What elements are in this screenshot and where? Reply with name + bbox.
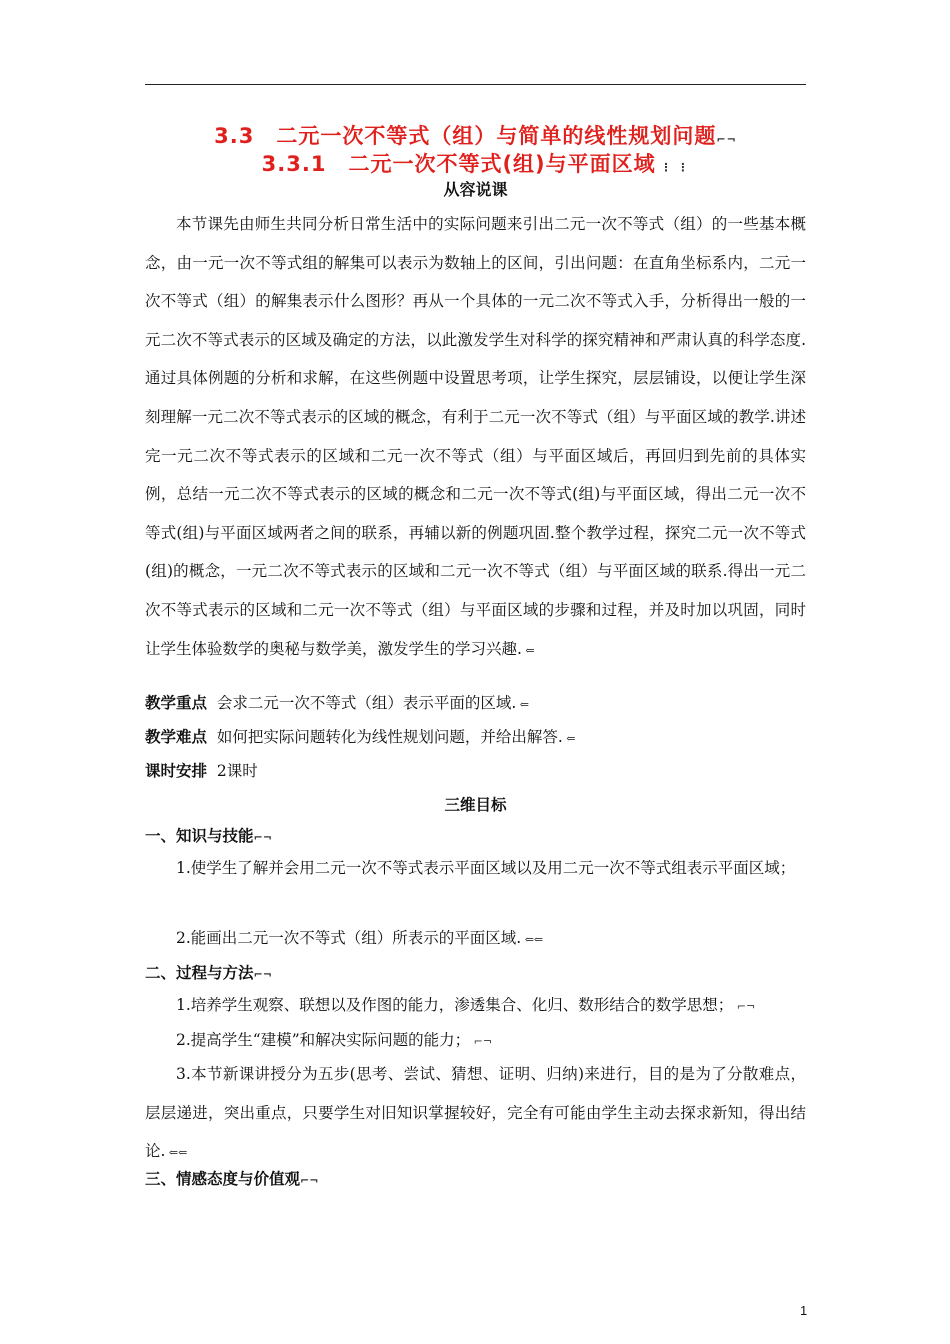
list-item: 2.能画出二元一次不等式（组）所表示的平面区域. ⇐⇐ <box>176 929 544 947</box>
section-attitude-title: 三、情感态度与价值观⌐¬ <box>145 1170 319 1188</box>
paragraph-mark-icon: ⌐¬ <box>733 1000 756 1013</box>
list-item: 1.培养学生观察、联想以及作图的能力，渗透集合、化归、数形结合的数学思想； ⌐¬ <box>176 996 756 1014</box>
section-process-title: 二、过程与方法⌐¬ <box>145 964 272 982</box>
paragraph-mark-icon: ⇐ <box>521 643 535 657</box>
paragraph-mark-icon: ⌐¬ <box>300 1174 319 1187</box>
header-rule <box>145 84 806 85</box>
subtitle: 从容说课 <box>443 180 508 199</box>
list-item: 2.提高学生“建模”和解决实际问题的能力； ⌐¬ <box>176 1031 493 1049</box>
paragraph-mark-icon: ⇐⇐ <box>521 933 544 946</box>
paragraph-mark-icon: ⇐ <box>516 698 530 711</box>
paragraph-mark-icon: ⇐ <box>562 732 576 745</box>
paragraph-mark-icon: ⌐¬ <box>470 1035 493 1048</box>
objectives-title: 三维目标 <box>444 796 507 814</box>
document-title: 3.3 二元一次不等式（组）与简单的线性规划问题⌐¬ <box>214 124 737 148</box>
section-title: 3.3.1 二元一次不等式(组)与平面区域 ⋮ ⋮ <box>261 152 690 176</box>
list-item: 3.本节新课讲授分为五步(思考、尝试、猜想、证明、归纳)来进行，目的是为了分散难点，层层递进，突出重点，只要学生对旧知识掌握较好，完全有可能由学生主动去探求新知，得出结论. ⇐⇐ <box>145 1065 806 1161</box>
difficulty-line: 教学难点 如何把实际问题转化为线性规划问题，并给出解答. ⇐ <box>145 728 576 746</box>
paragraph-mark-icon: ⌐¬ <box>253 831 272 844</box>
intro-paragraph: 本节课先由师生共同分析日常生活中的实际问题来引出二元一次不等式（组）的一些基本概念，由一元一次不等式组的解集可以表示为数轴上的区间，引出问题：在直角坐标系内，二元一次不等式（组）的解集表示什么图形？再从一个具体的一元二次不等式入手，分析得出一般的一元二次不等式表示的区域及确定的方法，以此激发学生对科学的探究精神和严肃认真的科学态度.通过具体例题的分析和求解，在这些例题中设置思考项，让学生探究，层层铺设，以便让学生深刻理解一元二次不等式表示的区域的概念，有利于二元一次不等式（组）与平面区域的教学.讲述完一元二次不等式表示的区域和二元一次不等式（组）与平面区域后，再回归到先前的具体实例，总结一元二次不等式表示的区域的概念和二元一次不等式(组)与平面区域，得出二元一次不等式(组)与平面区域两者之间的联系，再辅以新的例题巩固.整个教学过程，探究二元一次不等式(组)的概念，一元二次不等式表示的区域和二元一次不等式（组）与平面区域的联系.得出一元二次不等式表示的区域和二元一次不等式（组）与平面区域的步骤和过程，并及时加以巩固，同时让学生体验数学的奥秘与数学美，激发学生的学习兴趣. ⇐ <box>145 215 806 658</box>
paragraph-mark-icon: ⌐¬ <box>253 968 272 981</box>
list-item: 1.使学生了解并会用二元一次不等式表示平面区域以及用二元一次不等式组表示平面区域； <box>176 859 796 877</box>
paragraph-mark-icon: ⇐⇐ <box>165 1146 188 1160</box>
paragraph-mark-icon: ⋮ ⋮ <box>655 161 690 174</box>
key-point-line: 教学重点 会求二元一次不等式（组）表示平面的区域. ⇐ <box>145 694 530 712</box>
section-knowledge-title: 一、知识与技能⌐¬ <box>145 827 272 845</box>
schedule-line: 课时安排 2课时 <box>145 762 258 780</box>
page-number: 1 <box>800 1303 808 1318</box>
paragraph-mark-icon: ⌐¬ <box>716 133 737 146</box>
